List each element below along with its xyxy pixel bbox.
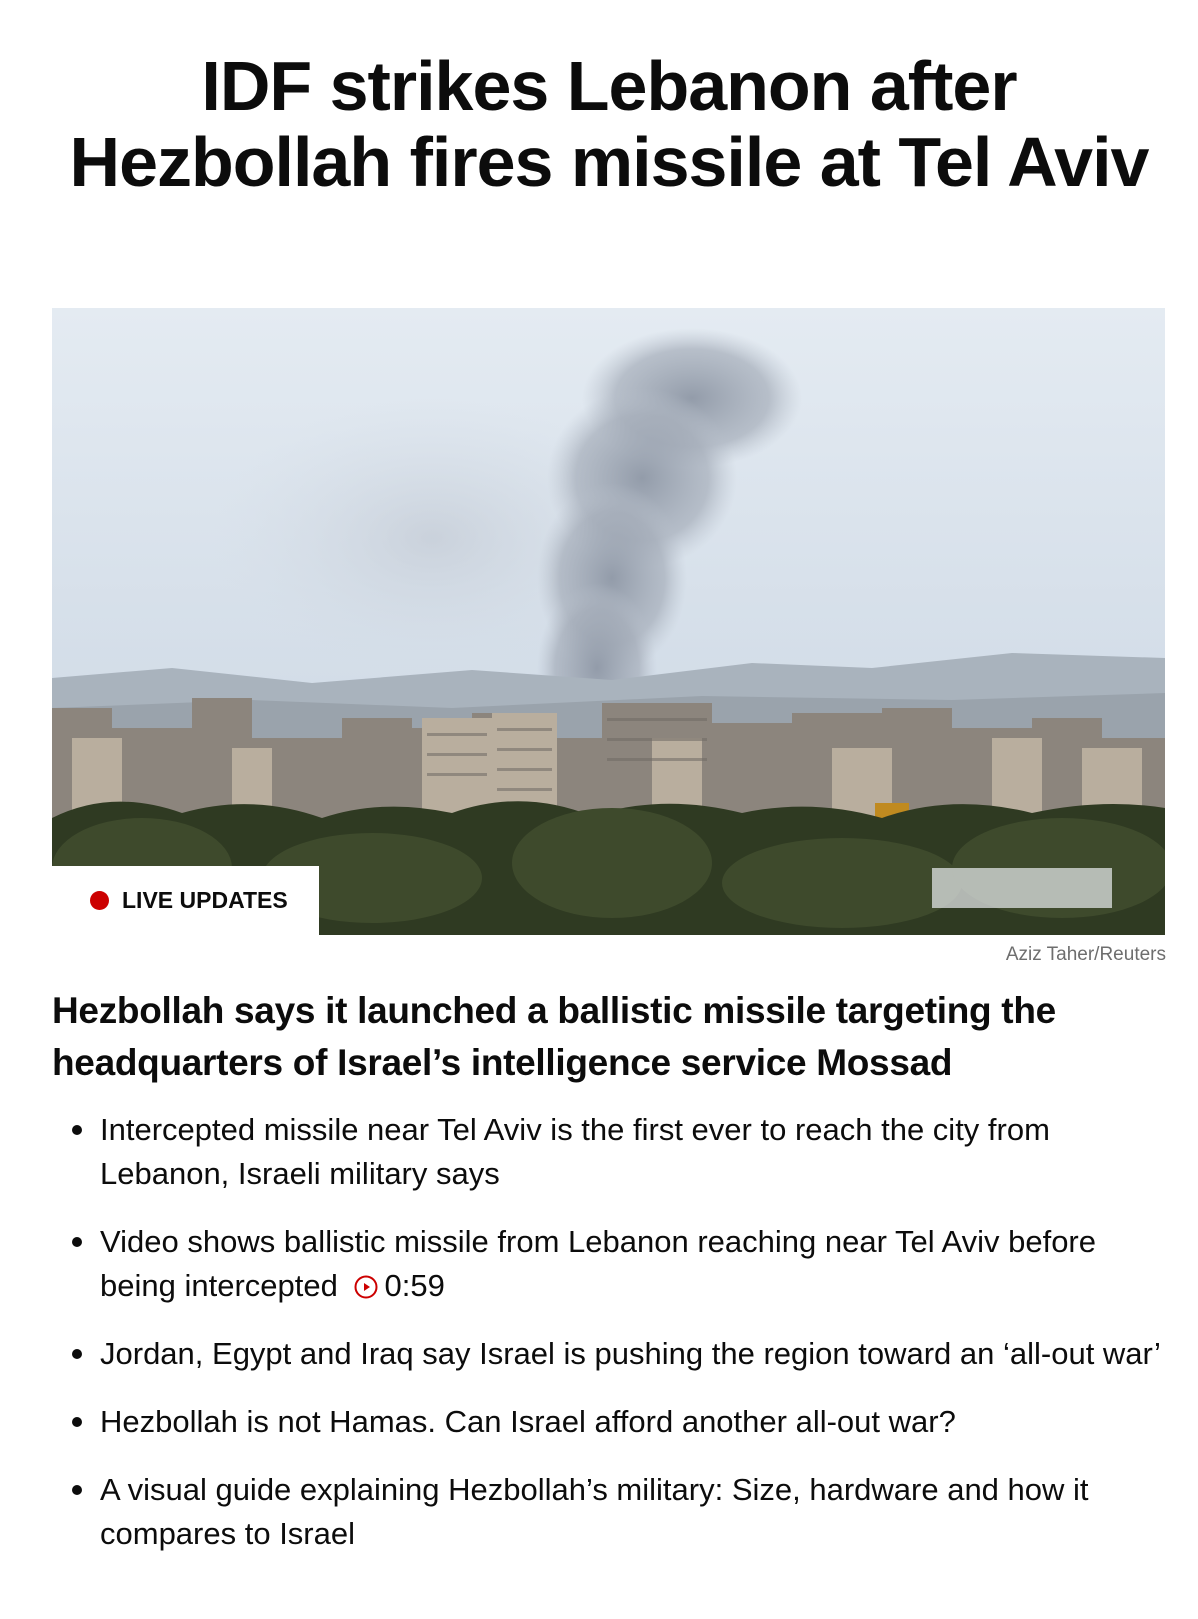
list-item [52,1468,1162,1556]
related-link[interactable]: Jordan, Egypt and Iraq say Israel is pushing the region toward an ‘all-out war’ [100,1336,1161,1371]
photo-credit: Aziz Taher/Reuters [1005,944,1166,965]
headline[interactable]: IDF strikes Lebanon after Hezbollah fires missile at Tel Aviv [69,47,1149,201]
hero-image[interactable] [52,308,1165,935]
live-indicator-icon [90,891,109,910]
bullet-icon [72,1485,82,1495]
video-duration: 0:59 [384,1268,445,1303]
video-duration-tag[interactable] [354,1268,444,1303]
related-link[interactable]: Video shows ballistic missile from Lebanon reaching near Tel Aviv before being intercepted [100,1224,1096,1303]
related-links-list [52,1108,1162,1580]
related-link[interactable]: Hezbollah is not Hamas. Can Israel afford another all-out war? [100,1404,956,1439]
list-item [52,1400,1162,1444]
bullet-icon [72,1417,82,1427]
bullet-icon [72,1237,82,1247]
bullet-icon [72,1125,82,1135]
list-item [52,1220,1162,1308]
list-item [52,1332,1162,1376]
hero-photo [52,308,1165,935]
live-updates-badge[interactable] [52,866,319,935]
list-item [52,1108,1162,1196]
play-icon [354,1275,378,1299]
subheadline[interactable]: Hezbollah says it launched a ballistic missile targeting the headquarters of Israel’s intelligence service Mossad [52,990,1056,1083]
live-updates-label: LIVE UPDATES [122,887,288,913]
related-link[interactable]: Intercepted missile near Tel Aviv is the first ever to reach the city from Lebanon, Israeli military says [100,1112,1050,1191]
bullet-icon [72,1349,82,1359]
related-link[interactable]: A visual guide explaining Hezbollah’s military: Size, hardware and how it compares to Israel [100,1472,1089,1551]
